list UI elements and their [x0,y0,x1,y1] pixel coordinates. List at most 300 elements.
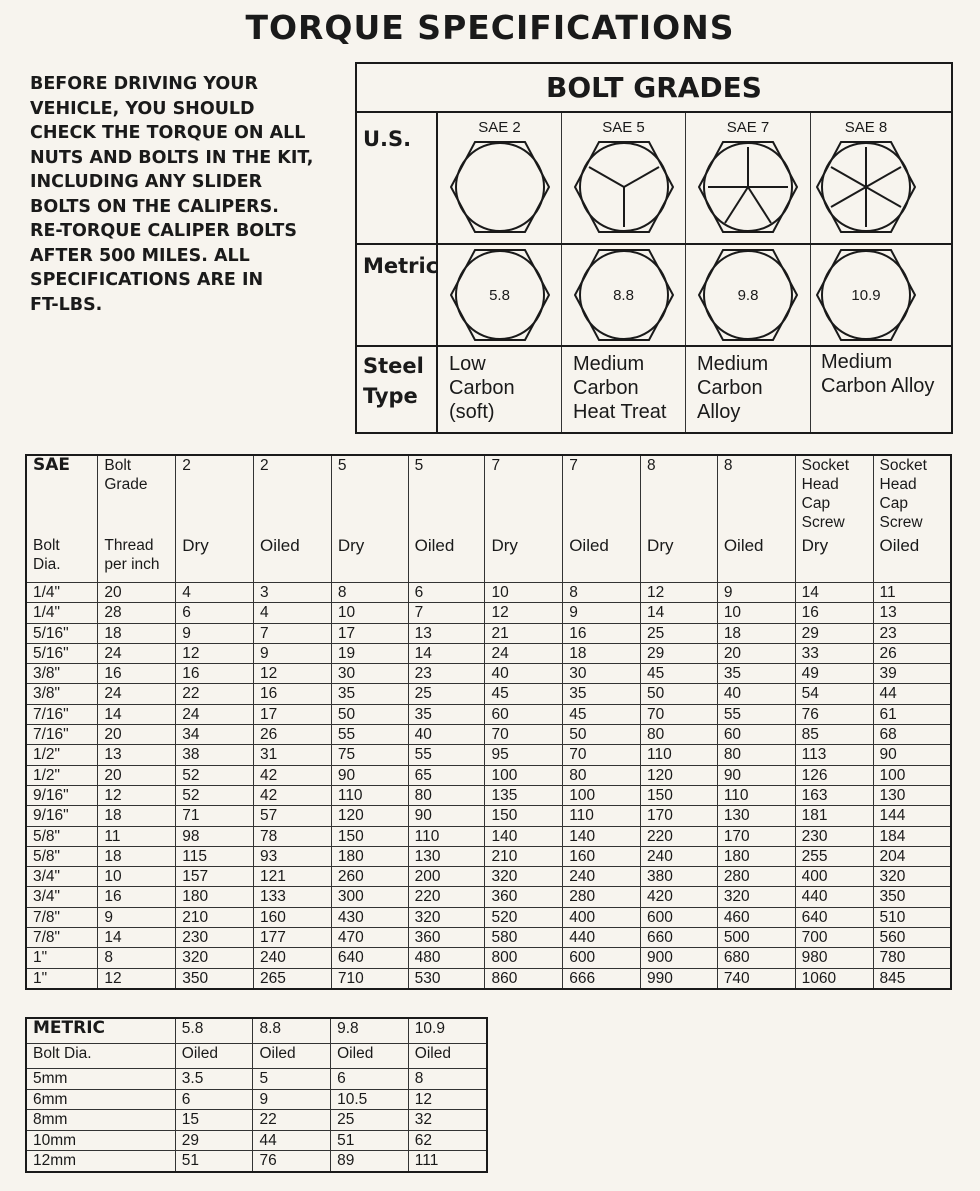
metric-grade-header: 9.8 [331,1018,409,1044]
table-cell: 11 [873,583,951,603]
table-cell: 80 [717,745,795,765]
table-cell: 35 [563,684,641,704]
table-cell: 12 [254,664,332,684]
table-cell: 16 [254,684,332,704]
table-cell: 18 [717,623,795,643]
table-cell: 65 [408,765,485,785]
table-cell: 38 [176,745,254,765]
us-grade-cell [438,113,561,243]
table-cell: 4 [176,583,254,603]
table-cell: 14 [98,928,176,948]
table-cell: 3/8" [26,684,98,704]
table-cell: 12mm [26,1151,175,1172]
table-cell: 12 [641,583,718,603]
metric-condition-header: Oiled [408,1044,487,1069]
table-cell: 710 [331,968,408,989]
table-cell: 80 [408,785,485,805]
metric-grade-header: 10.9 [408,1018,487,1044]
table-cell: 13 [98,745,176,765]
table-cell: 440 [795,887,873,907]
us-grade-name: SAE 7 [726,119,770,136]
table-cell: 26 [873,643,951,663]
table-cell: 100 [563,785,641,805]
table-row [26,704,951,724]
table-cell: 140 [563,826,641,846]
table-cell: 133 [254,887,332,907]
table-cell: 135 [485,785,563,805]
table-cell: 52 [176,785,254,805]
table-cell: 600 [563,948,641,968]
table-cell: 8 [331,583,408,603]
metric-grade-cell [686,245,810,345]
table-cell: 110 [331,785,408,805]
table-cell: 80 [563,765,641,785]
table-cell: 180 [717,846,795,866]
table-cell: 50 [563,725,641,745]
table-cell: 1060 [795,968,873,989]
table-cell: 26 [254,725,332,745]
table-cell: 70 [641,704,718,724]
table-cell: 220 [641,826,718,846]
table-cell: 110 [641,745,718,765]
table-cell: 40 [408,725,485,745]
table-cell: 25 [331,1110,409,1131]
table-cell: 13 [408,623,485,643]
table-row [26,1130,487,1151]
table-cell: 640 [331,948,408,968]
sae-grade-header: 7 [485,455,563,536]
table-cell: 18 [98,846,176,866]
table-cell: 180 [331,846,408,866]
metric-condition-header-row [26,1044,487,1069]
table-cell: 30 [563,664,641,684]
table-cell: 5mm [26,1069,175,1090]
table-cell: 150 [331,826,408,846]
table-cell: 55 [717,704,795,724]
table-cell: 9 [98,907,176,927]
table-cell: 6 [331,1069,409,1090]
table-cell: 500 [717,928,795,948]
hex-bolt-5-line-icon [698,139,798,235]
sae-grade-header: 8 [717,455,795,536]
sae-condition-header: Dry [331,536,408,583]
table-cell: 16 [795,603,873,623]
table-cell: 11 [98,826,176,846]
sae-torque-table [25,454,952,990]
table-cell: 30 [331,664,408,684]
table-cell: 18 [98,623,176,643]
table-cell: 160 [563,846,641,866]
table-cell: 23 [408,664,485,684]
table-cell: 120 [331,806,408,826]
table-cell: 6mm [26,1089,175,1110]
table-cell: 580 [485,928,563,948]
table-cell: 180 [176,887,254,907]
table-cell: 34 [176,725,254,745]
table-cell: 160 [254,907,332,927]
metric-condition-header: Oiled [253,1044,331,1069]
sae-condition-header: Oiled [254,536,332,583]
table-row [26,765,951,785]
steel-type-text: Medium Carbon Alloy [697,353,769,423]
table-cell: 600 [641,907,718,927]
table-cell: 19 [331,643,408,663]
table-row [26,1089,487,1110]
table-cell: 18 [98,806,176,826]
table-cell: 9 [254,643,332,663]
table-cell: 80 [641,725,718,745]
us-grade-cell [811,113,951,243]
table-cell: 9/16" [26,806,98,826]
table-cell: 440 [563,928,641,948]
table-cell: 10mm [26,1130,175,1151]
table-cell: 25 [641,623,718,643]
table-row [26,684,951,704]
table-cell: 1/4" [26,603,98,623]
thread-label: Thread per inch [98,536,176,583]
table-cell: 157 [176,867,254,887]
table-cell: 280 [563,887,641,907]
table-cell: 740 [717,968,795,989]
table-row [26,1110,487,1131]
sae-condition-header: Oiled [717,536,795,583]
table-cell: 380 [641,867,718,887]
table-row [26,725,951,745]
table-cell: 50 [331,704,408,724]
table-cell: 280 [717,867,795,887]
table-cell: 10 [485,583,563,603]
table-cell: 10 [717,603,795,623]
table-cell: 90 [408,806,485,826]
table-cell: 320 [176,948,254,968]
us-grade-cell [686,113,810,243]
table-cell: 44 [253,1130,331,1151]
table-cell: 20 [98,765,176,785]
table-cell: 14 [98,704,176,724]
table-cell: 14 [795,583,873,603]
metric-grade-value: 8.8 [613,287,634,304]
table-cell: 23 [873,623,951,643]
table-cell: 120 [641,765,718,785]
table-row [26,643,951,663]
metric-row-label: Metric [363,254,439,278]
table-row [26,1151,487,1172]
table-cell: 150 [485,806,563,826]
table-cell: 480 [408,948,485,968]
sae-grade-header: 2 [176,455,254,536]
us-grade-cell [562,113,685,243]
table-cell: 265 [254,968,332,989]
table-cell: 5/8" [26,846,98,866]
table-cell: 130 [873,785,951,805]
table-cell: 60 [485,704,563,724]
sae-corner-label: SAE [26,455,98,536]
table-cell: 40 [485,664,563,684]
table-cell: 320 [873,867,951,887]
table-cell: 510 [873,907,951,927]
table-cell: 33 [795,643,873,663]
sae-condition-header: Oiled [408,536,485,583]
sae-condition-header: Oiled [873,536,951,583]
table-cell: 400 [563,907,641,927]
table-cell: 230 [176,928,254,948]
bolt-grade-label: Bolt Grade [98,455,176,536]
table-cell: 121 [254,867,332,887]
sae-condition-header: Dry [641,536,718,583]
us-row-label: U.S. [363,127,412,151]
table-cell: 12 [176,643,254,663]
metric-grade-value: 10.9 [851,287,881,304]
table-cell: 24 [98,684,176,704]
table-cell: 700 [795,928,873,948]
table-cell: 110 [717,785,795,805]
table-cell: 39 [873,664,951,684]
table-cell: 17 [331,623,408,643]
table-cell: 7/8" [26,907,98,927]
sae-condition-header: Dry [485,536,563,583]
table-cell: 51 [331,1130,409,1151]
table-cell: 110 [563,806,641,826]
table-cell: 1/2" [26,765,98,785]
table-cell: 1" [26,948,98,968]
table-cell: 300 [331,887,408,907]
table-cell: 45 [641,664,718,684]
sae-grade-header: Socket Head Cap Screw [873,455,951,536]
us-grade-name: SAE 2 [478,119,521,136]
table-cell: 51 [175,1151,253,1172]
table-cell: 640 [795,907,873,927]
table-cell: 115 [176,846,254,866]
table-cell: 42 [254,785,332,805]
bolt-grades-panel [355,62,953,434]
table-cell: 320 [485,867,563,887]
table-row [26,968,951,989]
table-cell: 20 [98,583,176,603]
table-cell: 55 [331,725,408,745]
sae-condition-header: Dry [176,536,254,583]
table-cell: 29 [795,623,873,643]
table-cell: 7/16" [26,704,98,724]
table-cell: 10 [331,603,408,623]
sae-grade-header: Socket Head Cap Screw [795,455,873,536]
table-cell: 530 [408,968,485,989]
hex-bolt-6-line-icon [816,139,916,235]
table-cell: 240 [641,846,718,866]
table-cell: 28 [98,603,176,623]
table-cell: 660 [641,928,718,948]
table-cell: 320 [717,887,795,907]
table-cell: 16 [563,623,641,643]
metric-grade-header-row [26,1018,487,1044]
table-cell: 7 [254,623,332,643]
table-cell: 44 [873,684,951,704]
table-cell: 6 [408,583,485,603]
table-cell: 5/16" [26,623,98,643]
table-cell: 210 [176,907,254,927]
table-cell: 350 [176,968,254,989]
table-cell: 130 [717,806,795,826]
table-cell: 255 [795,846,873,866]
table-row [26,887,951,907]
table-cell: 3.5 [175,1069,253,1090]
table-cell: 61 [873,704,951,724]
table-cell: 35 [408,704,485,724]
table-cell: 111 [408,1151,487,1172]
table-cell: 70 [485,725,563,745]
intro-text: BEFORE DRIVING YOUR VEHICLE, YOU SHOULD CHECK THE TORQUE ON ALL NUTS AND BOLTS IN THE KIT, INCLUDING ANY SLIDER BOLTS ON THE CALIPERS. RE-TORQUE CALIPER BOLTS AFTER 500 MILES. ALL SPECIFICATIONS ARE IN FT-LBS. [30,74,314,315]
metric-grade-value: 9.8 [737,287,759,304]
table-cell: 320 [408,907,485,927]
table-cell: 60 [717,725,795,745]
table-cell: 45 [563,704,641,724]
sae-grade-header: 2 [254,455,332,536]
table-cell: 6 [176,603,254,623]
table-cell: 980 [795,948,873,968]
table-cell: 9 [563,603,641,623]
table-cell: 25 [408,684,485,704]
table-cell: 170 [641,806,718,826]
table-cell: 8 [408,1069,487,1090]
table-cell: 3 [254,583,332,603]
table-cell: 520 [485,907,563,927]
table-cell: 230 [795,826,873,846]
table-cell: 15 [175,1110,253,1131]
metric-grade-header: 8.8 [253,1018,331,1044]
table-row [26,785,951,805]
table-cell: 13 [873,603,951,623]
table-cell: 40 [717,684,795,704]
table-cell: 666 [563,968,641,989]
table-cell: 85 [795,725,873,745]
table-cell: 210 [485,846,563,866]
table-cell: 177 [254,928,332,948]
table-cell: 420 [641,887,718,907]
table-cell: 16 [176,664,254,684]
metric-condition-header: Oiled [175,1044,253,1069]
table-cell: 95 [485,745,563,765]
table-cell: 5/16" [26,643,98,663]
table-cell: 181 [795,806,873,826]
table-cell: 10.5 [331,1089,409,1110]
table-cell: 89 [331,1151,409,1172]
table-cell: 780 [873,948,951,968]
sae-condition-header: Oiled [563,536,641,583]
table-cell: 110 [408,826,485,846]
table-cell: 100 [485,765,563,785]
table-cell: 460 [717,907,795,927]
table-cell: 76 [795,704,873,724]
table-cell: 560 [873,928,951,948]
table-row [26,603,951,623]
table-cell: 93 [254,846,332,866]
table-cell: 55 [408,745,485,765]
table-cell: 12 [98,785,176,805]
table-cell: 22 [176,684,254,704]
table-cell: 14 [408,643,485,663]
table-cell: 16 [98,887,176,907]
table-cell: 130 [408,846,485,866]
metric-grade-cell [438,245,561,345]
table-cell: 21 [485,623,563,643]
table-cell: 9 [176,623,254,643]
metric-grade-header: 5.8 [175,1018,253,1044]
table-cell: 12 [98,968,176,989]
hex-bolt-head-icon [450,139,550,235]
table-cell: 8mm [26,1110,175,1131]
table-cell: 17 [254,704,332,724]
table-cell: 22 [253,1110,331,1131]
metric-condition-header: Oiled [331,1044,409,1069]
table-cell: 32 [408,1110,487,1131]
table-cell: 680 [717,948,795,968]
table-cell: 6 [175,1089,253,1110]
table-cell: 50 [641,684,718,704]
table-cell: 800 [485,948,563,968]
table-cell: 204 [873,846,951,866]
table-cell: 845 [873,968,951,989]
table-cell: 24 [485,643,563,663]
table-cell: 57 [254,806,332,826]
table-cell: 3/4" [26,887,98,907]
table-cell: 430 [331,907,408,927]
metric-torque-table [25,1017,488,1173]
table-cell: 5 [253,1069,331,1090]
sae-condition-header-row [26,536,951,583]
table-cell: 200 [408,867,485,887]
table-cell: 9 [253,1089,331,1110]
table-cell: 54 [795,684,873,704]
table-row [26,806,951,826]
table-row [26,623,951,643]
table-cell: 78 [254,826,332,846]
table-row [26,928,951,948]
table-cell: 10 [98,867,176,887]
us-grade-name: SAE 8 [844,119,888,136]
table-cell: 29 [175,1130,253,1151]
table-row [26,948,951,968]
table-cell: 90 [717,765,795,785]
table-cell: 35 [331,684,408,704]
table-cell: 1/2" [26,745,98,765]
metric-grade-cell [562,245,685,345]
table-row [26,907,951,927]
table-cell: 14 [641,603,718,623]
table-cell: 860 [485,968,563,989]
table-cell: 170 [717,826,795,846]
table-cell: 9/16" [26,785,98,805]
table-cell: 62 [408,1130,487,1151]
grid-divider [357,345,951,347]
table-cell: 163 [795,785,873,805]
table-cell: 144 [873,806,951,826]
metric-grade-value: 5.8 [489,287,510,304]
table-cell: 240 [254,948,332,968]
table-cell: 350 [873,887,951,907]
table-cell: 9 [717,583,795,603]
table-cell: 260 [331,867,408,887]
bolt-dia-label: Bolt Dia. [26,536,98,583]
table-cell: 400 [795,867,873,887]
steel-type-text: Medium Carbon Heat Treat [573,353,667,423]
steel-type-text: Medium Carbon Alloy [821,351,935,397]
table-cell: 29 [641,643,718,663]
table-row [26,867,951,887]
table-cell: 90 [331,765,408,785]
table-cell: 140 [485,826,563,846]
sae-grade-header: 7 [563,455,641,536]
page-title: TORQUE SPECIFICATIONS [245,8,735,47]
table-row [26,664,951,684]
